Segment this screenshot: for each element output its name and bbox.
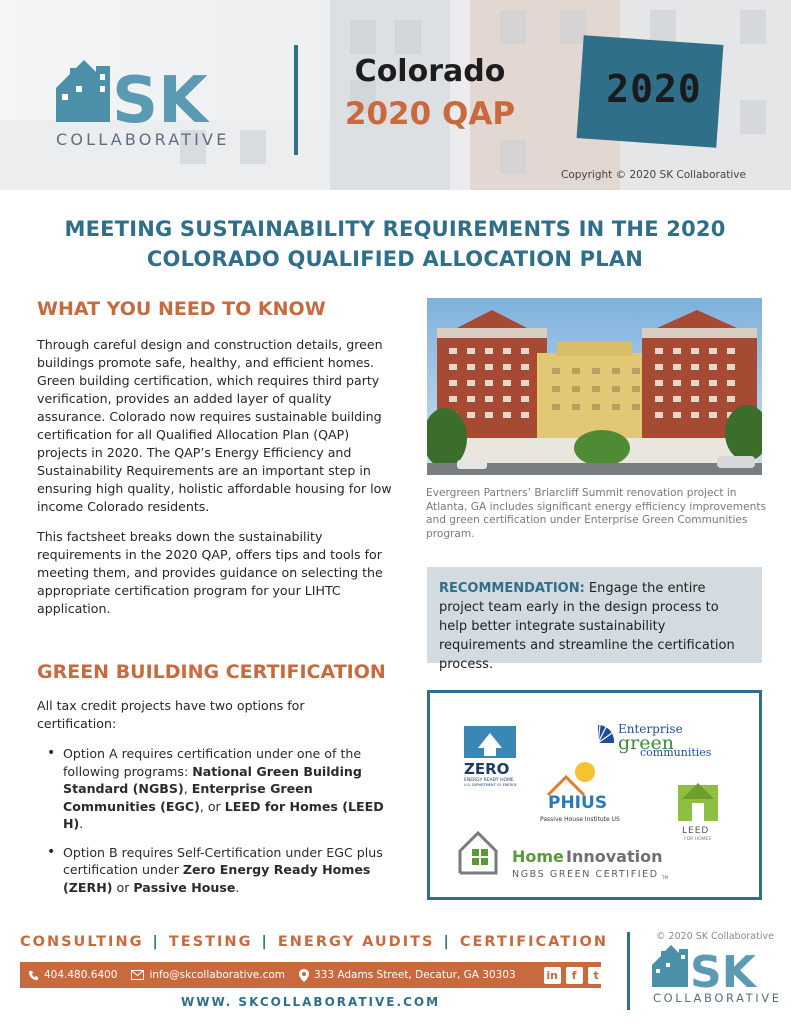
location-pin-icon: [299, 969, 309, 982]
photo-caption: Evergreen Partners’ Briarcliff Summit renovation project in Atlanta, GA includes significant energy efficiency improvements and green certification under Enterprise Green Communities program.: [426, 487, 767, 540]
document-title-line2: COLORADO QUALIFIED ALLOCATION PLAN: [146, 247, 644, 271]
know-body: [37, 336, 397, 630]
leed-for-homes-logo: [678, 783, 718, 842]
year-label: 2020: [606, 67, 702, 111]
svg-text:PHIUS: PHIUS: [548, 793, 608, 813]
certification-intro: All tax credit projects have two options for certification:: [37, 698, 305, 731]
service-certification: CERTIFICATION: [459, 934, 609, 950]
linkedin-icon[interactable]: in: [544, 967, 561, 984]
option-a-item: • Option A requires certification under one of the following programs: National Green Building Standard (NGBS), Enterprise Green Communities (EGC), or LEED for Homes (LEED H).: [45, 745, 395, 833]
certification-options: [45, 745, 395, 907]
service-separator: |: [443, 934, 451, 950]
facebook-icon[interactable]: f: [566, 967, 583, 984]
svg-text:U.S. DEPARTMENT OF ENERGY: U.S. DEPARTMENT OF ENERGY: [464, 783, 517, 787]
state-title: Colorado: [354, 54, 506, 89]
svg-text:green: green: [618, 732, 674, 754]
twitter-icon[interactable]: t: [588, 967, 605, 984]
services-list: [20, 934, 610, 950]
option-b-item: • Option B requires Self-Certification under EGC plus certification under Zero Energy Ready Homes (ZERH) or Passive House.: [45, 844, 395, 897]
svg-text:Passive House Institute US: Passive House Institute US: [540, 816, 620, 823]
service-energy-audits: ENERGY AUDITS: [277, 934, 435, 950]
background-window: [650, 10, 676, 44]
sk-logo-letters: SK: [112, 64, 208, 130]
sk-logo: [56, 60, 246, 150]
briarcliff-building-illustration: [427, 298, 762, 475]
background-window: [500, 140, 526, 174]
contact-email[interactable]: [131, 969, 285, 981]
svg-text:FOR HOMES: FOR HOMES: [684, 837, 712, 842]
service-separator: |: [152, 934, 160, 950]
footer-copyright: © 2020 SK Collaborative: [656, 931, 774, 942]
header-copyright: Copyright © 2020 SK Collaborative: [560, 169, 746, 181]
background-window: [350, 20, 376, 54]
sk-logo-footer-letters: SK: [690, 947, 756, 991]
project-photo: [427, 298, 762, 475]
background-building: [330, 0, 450, 190]
background-window: [740, 100, 766, 134]
enterprise-green-communities-logo: [598, 722, 712, 759]
svg-text:LEED: LEED: [682, 826, 710, 836]
svg-text:ZERO: ZERO: [464, 760, 510, 778]
svg-text:communities: communities: [640, 746, 712, 759]
service-testing: TESTING: [168, 934, 253, 950]
sk-logo-mark: [56, 60, 246, 130]
background-window: [740, 10, 766, 44]
service-separator: |: [261, 934, 269, 950]
section-heading-certification: GREEN BUILDING CERTIFICATION: [37, 661, 386, 683]
ngbs-term: National Green Building Standard (NGBS): [63, 763, 362, 796]
street-address: 333 Adams Street, Decatur, GA 30303: [314, 969, 516, 981]
sk-logo-word: COLLABORATIVE: [56, 130, 230, 149]
svg-text:Innovation: Innovation: [566, 847, 663, 866]
phone-number: 404.480.6400: [44, 969, 118, 981]
contact-address: [299, 969, 516, 982]
certification-logos-box: [427, 690, 762, 900]
know-paragraph-1: Through careful design and construction details, green buildings promote safe, healthy, and efficient homes. Green building certification, which requires third party verification, provides an added layer of quality assurance. Colorado now requires sustainable building certification for all Qualified Allocation Plan (QAP) projects in 2020. The QAP’s Energy Efficiency and Sustainability Requirements are an important step in ensuring high quality, holistic affordable housing for low income Colorado residents.: [37, 337, 392, 514]
recommendation-box: [427, 567, 762, 672]
document-title: [30, 214, 760, 274]
egc-term: Enterprise Green Communities (EGC): [63, 781, 313, 814]
contact-bar: [20, 962, 601, 988]
know-paragraph-2: This factsheet breaks down the sustainability requirements in the 2020 QAP, offers tips and tools for meeting them, and provides guidance on selecting the appropriate certification program for your LIHTC application.: [37, 529, 383, 616]
section-heading-know: WHAT YOU NEED TO KNOW: [37, 298, 326, 320]
home-innovation-logo: [460, 833, 668, 880]
website-link[interactable]: WWW. SKCOLLABORATIVE.COM: [180, 995, 441, 1009]
background-window: [395, 20, 421, 54]
zerh-term: Zero Energy Ready Homes (ZERH): [63, 862, 371, 895]
recommendation-text: RECOMMENDATION: Engage the entire project team early in the design process to help better integrate sustainability requirements and streamline the certification process.: [439, 581, 735, 672]
social-links: [544, 967, 610, 984]
recommendation-label: RECOMMENDATION:: [439, 581, 585, 596]
email-address: info@skcollaborative.com: [149, 969, 286, 981]
zero-energy-ready-home-logo: [464, 726, 518, 787]
service-consulting: CONSULTING: [20, 934, 144, 950]
mail-icon: [131, 970, 144, 980]
certification-logos: [430, 693, 759, 897]
sk-logo-footer-word: COLLABORATIVE: [653, 991, 782, 1005]
background-window: [500, 10, 526, 44]
leed-term: LEED for Homes (LEED H): [63, 798, 384, 831]
qap-title: 2020 QAP: [344, 96, 516, 132]
header-banner: [0, 0, 791, 190]
svg-text:NGBS GREEN CERTIFIED: NGBS GREEN CERTIFIED: [512, 869, 659, 880]
document-title-line1: MEETING SUSTAINABILITY REQUIREMENTS IN THE 2020: [64, 217, 726, 241]
sk-logo-footer: [652, 945, 782, 1010]
svg-text:Home: Home: [512, 847, 564, 866]
phone-icon: [28, 970, 39, 981]
phius-logo: [540, 762, 620, 823]
passive-house-term: Passive House: [133, 879, 236, 895]
contact-phone[interactable]: [28, 969, 117, 981]
svg-text:TM: TM: [662, 875, 668, 880]
background-window: [560, 10, 586, 44]
svg-text:ENERGY READY HOME: ENERGY READY HOME: [464, 778, 514, 783]
svg-text:Enterprise: Enterprise: [618, 722, 683, 736]
footer-divider: [627, 932, 630, 1010]
sk-logo-footer-mark: [652, 945, 782, 991]
header-divider: [294, 45, 298, 155]
